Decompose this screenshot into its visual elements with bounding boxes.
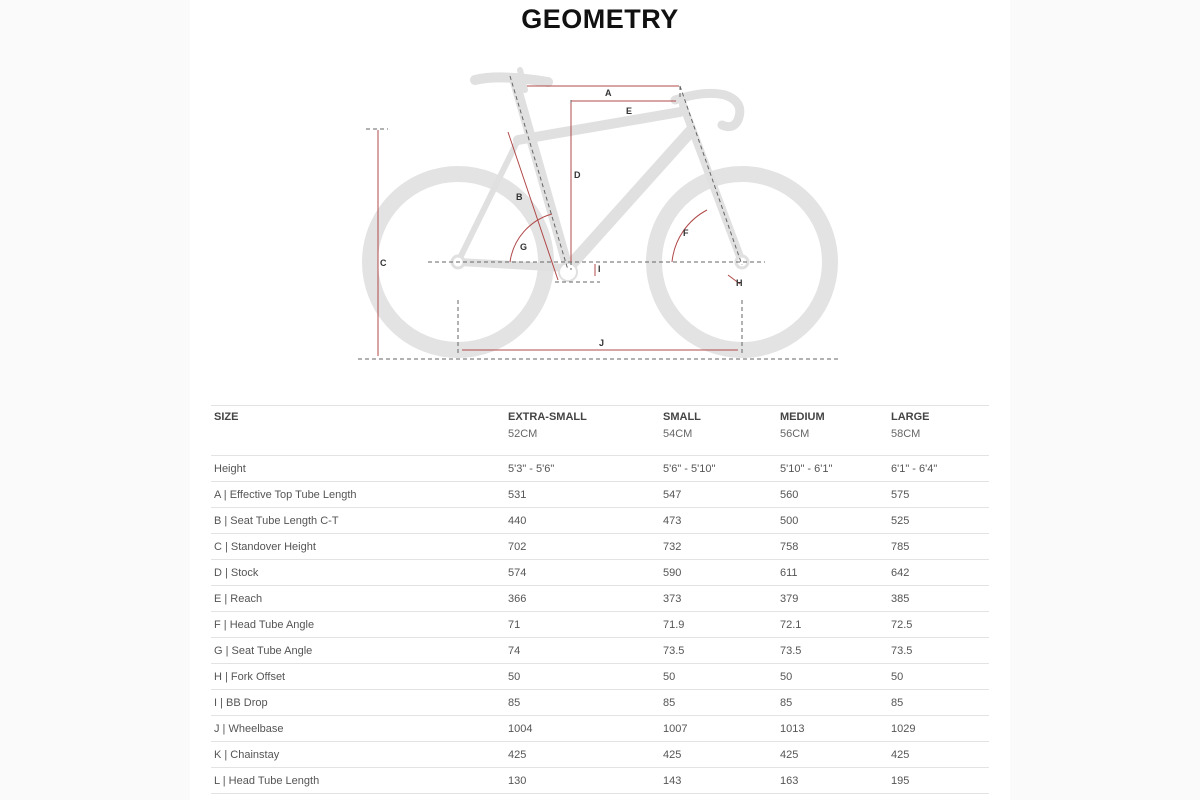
table-row: [211, 482, 989, 508]
row-label: G | Seat Tube Angle: [211, 638, 505, 664]
table-cell: 1004: [505, 716, 660, 742]
row-label: L | Head Tube Length: [211, 768, 505, 794]
row-label: K | Chainstay: [211, 742, 505, 768]
table-row: [211, 638, 989, 664]
table-cell: 130: [505, 768, 660, 794]
table-row: [211, 560, 989, 586]
table-cell: 85: [777, 690, 888, 716]
table-row: [211, 456, 989, 482]
table-cell: 732: [660, 534, 777, 560]
table-cell: 560: [777, 482, 888, 508]
row-label: C | Standover Height: [211, 534, 505, 560]
table-cell: 440: [505, 508, 660, 534]
table-cell: 74: [505, 638, 660, 664]
table-cell: 425: [777, 742, 888, 768]
table-cell: 425: [660, 742, 777, 768]
label-c: C: [380, 258, 387, 268]
table-cell: 50: [777, 664, 888, 690]
geometry-table: [211, 405, 989, 794]
table-row: [211, 690, 989, 716]
table-cell: 72.5: [888, 612, 989, 638]
row-label: B | Seat Tube Length C-T: [211, 508, 505, 534]
table-cell: 366: [505, 586, 660, 612]
label-h: H: [736, 278, 743, 288]
table-cell: 73.5: [660, 638, 777, 664]
row-label: E | Reach: [211, 586, 505, 612]
table-cell: 785: [888, 534, 989, 560]
size-column-header: EXTRA-SMALL 52CM: [505, 406, 660, 456]
table-cell: 50: [660, 664, 777, 690]
table-cell: 547: [660, 482, 777, 508]
label-a: A: [605, 88, 612, 98]
table-row: [211, 586, 989, 612]
size-column-header: MEDIUM 56CM: [777, 406, 888, 456]
size-column-header: LARGE 58CM: [888, 406, 989, 456]
label-f: F: [683, 228, 689, 238]
table-cell: 6'1" - 6'4": [888, 456, 989, 482]
size-column-header: SMALL 54CM: [660, 406, 777, 456]
table-cell: 575: [888, 482, 989, 508]
table-cell: 143: [660, 768, 777, 794]
reference-lines: [358, 76, 838, 359]
label-g: G: [520, 242, 528, 252]
table-cell: 500: [777, 508, 888, 534]
table-cell: 611: [777, 560, 888, 586]
table-cell: 379: [777, 586, 888, 612]
table-cell: 1007: [660, 716, 777, 742]
row-label: I | BB Drop: [211, 690, 505, 716]
table-row: [211, 742, 989, 768]
table-cell: 473: [660, 508, 777, 534]
row-label: H | Fork Offset: [211, 664, 505, 690]
size-header: SIZE: [211, 406, 505, 456]
table-row: [211, 716, 989, 742]
table-row: [211, 768, 989, 794]
row-label: J | Wheelbase: [211, 716, 505, 742]
table-cell: 702: [505, 534, 660, 560]
label-e: E: [626, 106, 633, 116]
row-label: Height: [211, 456, 505, 482]
table-cell: 525: [888, 508, 989, 534]
table-header-row: [211, 406, 989, 456]
table-cell: 1029: [888, 716, 989, 742]
table-cell: 72.1: [777, 612, 888, 638]
table-row: [211, 534, 989, 560]
page-title: GEOMETRY: [521, 4, 679, 34]
table-cell: 71: [505, 612, 660, 638]
table-cell: 71.9: [660, 612, 777, 638]
table-row: [211, 664, 989, 690]
table-cell: 5'10" - 6'1": [777, 456, 888, 482]
table-cell: 50: [505, 664, 660, 690]
table-cell: 163: [777, 768, 888, 794]
table-cell: 531: [505, 482, 660, 508]
table-cell: 574: [505, 560, 660, 586]
table-cell: 425: [505, 742, 660, 768]
table-cell: 73.5: [777, 638, 888, 664]
table-cell: 590: [660, 560, 777, 586]
table-cell: 758: [777, 534, 888, 560]
table-cell: 85: [660, 690, 777, 716]
table-cell: 85: [505, 690, 660, 716]
label-d: D: [574, 170, 581, 180]
table-cell: 385: [888, 586, 989, 612]
table-cell: 373: [660, 586, 777, 612]
table-cell: 73.5: [888, 638, 989, 664]
label-b: B: [516, 192, 523, 202]
table-cell: 1013: [777, 716, 888, 742]
table-cell: 85: [888, 690, 989, 716]
table-cell: 5'6" - 5'10": [660, 456, 777, 482]
table-row: [211, 508, 989, 534]
row-label: D | Stock: [211, 560, 505, 586]
row-label: F | Head Tube Angle: [211, 612, 505, 638]
table-cell: 5'3" - 5'6": [505, 456, 660, 482]
table-cell: 50: [888, 664, 989, 690]
table-cell: 195: [888, 768, 989, 794]
row-label: A | Effective Top Tube Length: [211, 482, 505, 508]
table-cell: 642: [888, 560, 989, 586]
table-cell: 425: [888, 742, 989, 768]
label-i: I: [598, 264, 601, 274]
label-j: J: [599, 338, 605, 348]
table-row: [211, 612, 989, 638]
